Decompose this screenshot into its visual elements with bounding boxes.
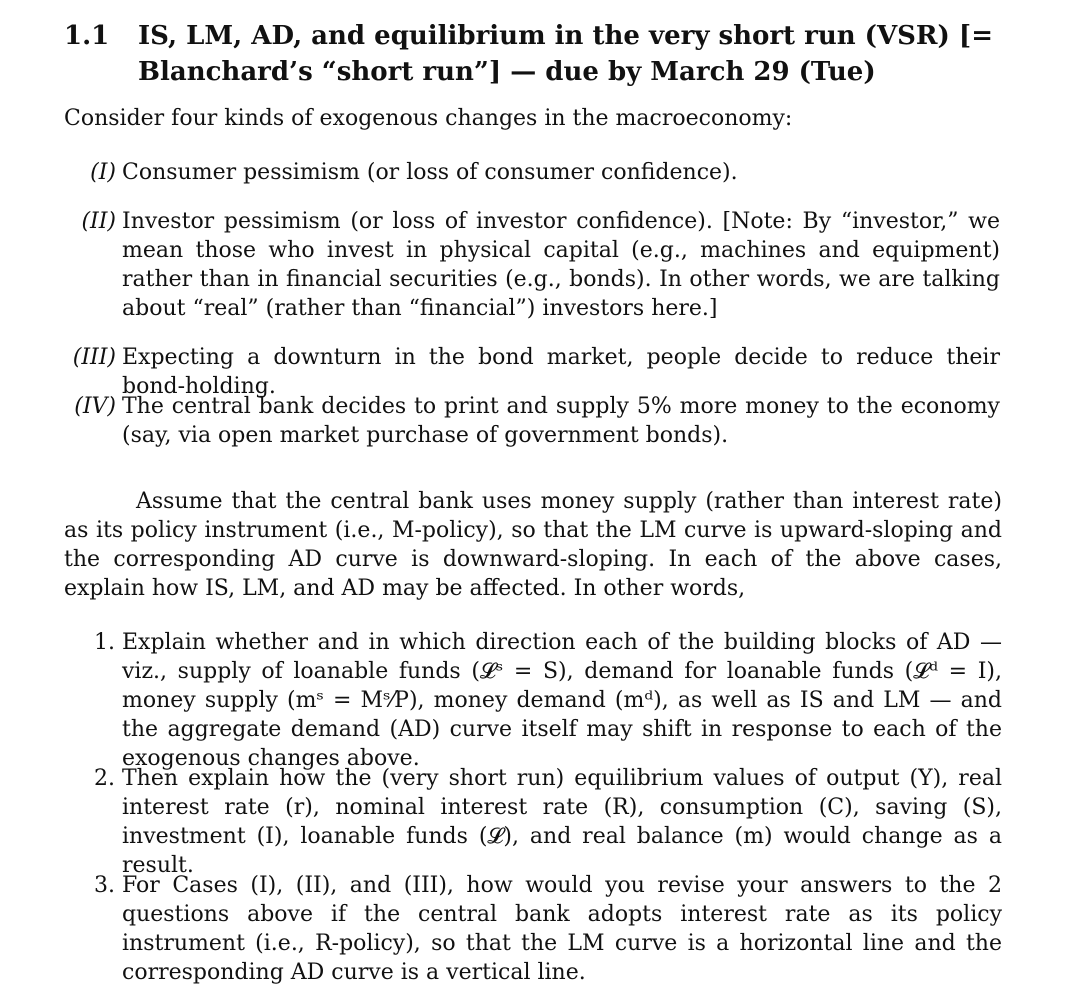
- question-number: 3.: [94, 873, 115, 898]
- question-text: Then explain how the (very short run) equilibrium values of output (Y), real interest rate (r), nominal interest rate (R), consumption (C), saving (S), investment (I), loanable funds (𝓛), and real balance (m) would change as a result.: [122, 766, 1002, 878]
- question-number: 1.: [94, 630, 115, 655]
- intro-text: Consider four kinds of exogenous changes in the macroeconomy:: [64, 106, 793, 131]
- section-title: IS, LM, AD, and equilibrium in the very short run (VSR) [= Blanchard’s “short run”] — due by March 29 (Tue): [138, 21, 993, 87]
- case-text: Investor pessimism (or loss of investor confidence). [Note: By “investor,” we mean those who invest in physical capital (e.g., machines and equipment) rather than in financial securities (e.g., bonds). In other words, we are talking about “real” (rather than “financial”) investors here.]: [122, 209, 1000, 321]
- question-text: For Cases (I), (II), and (III), how would you revise your answers to the 2 questions above if the central bank adopts interest rate as its policy instrument (i.e., R-policy), so that the LM curve is a horizontal line and the corresponding AD curve is a vertical line.: [122, 873, 1002, 985]
- case-label: (I): [90, 160, 116, 185]
- question-text: Explain whether and in which direction each of the building blocks of AD — viz., supply of loanable funds (𝓛ˢ = S), demand for loanable funds (𝓛ᵈ = I), money supply (mˢ = Mˢ⁄P), money demand (mᵈ), as well as IS and LM — and the aggregate demand (AD) curve itself may shift in response to each of the exogenous changes above.: [122, 630, 1002, 771]
- case-text: Expecting a downturn in the bond market, people decide to reduce their bond-holding.: [122, 345, 1000, 399]
- assumption-paragraph: Assume that the central bank uses money supply (rather than interest rate) as its policy instrument (i.e., M-policy), so that the LM curve is upward-sloping and the corresponding AD curve is downward-sloping. In each of the above cases, explain how IS, LM, and AD may be affected. In other words,: [64, 489, 1002, 601]
- case-text: The central bank decides to print and supply 5% more money to the economy (say, via open market purchase of government bonds).: [122, 394, 1000, 448]
- case-label: (IV): [74, 394, 116, 419]
- question-number: 2.: [94, 766, 115, 791]
- section-number: 1.1: [64, 21, 110, 51]
- case-text: Consumer pessimism (or loss of consumer confidence).: [122, 160, 738, 185]
- case-label: (III): [72, 345, 116, 370]
- case-label: (II): [81, 209, 116, 234]
